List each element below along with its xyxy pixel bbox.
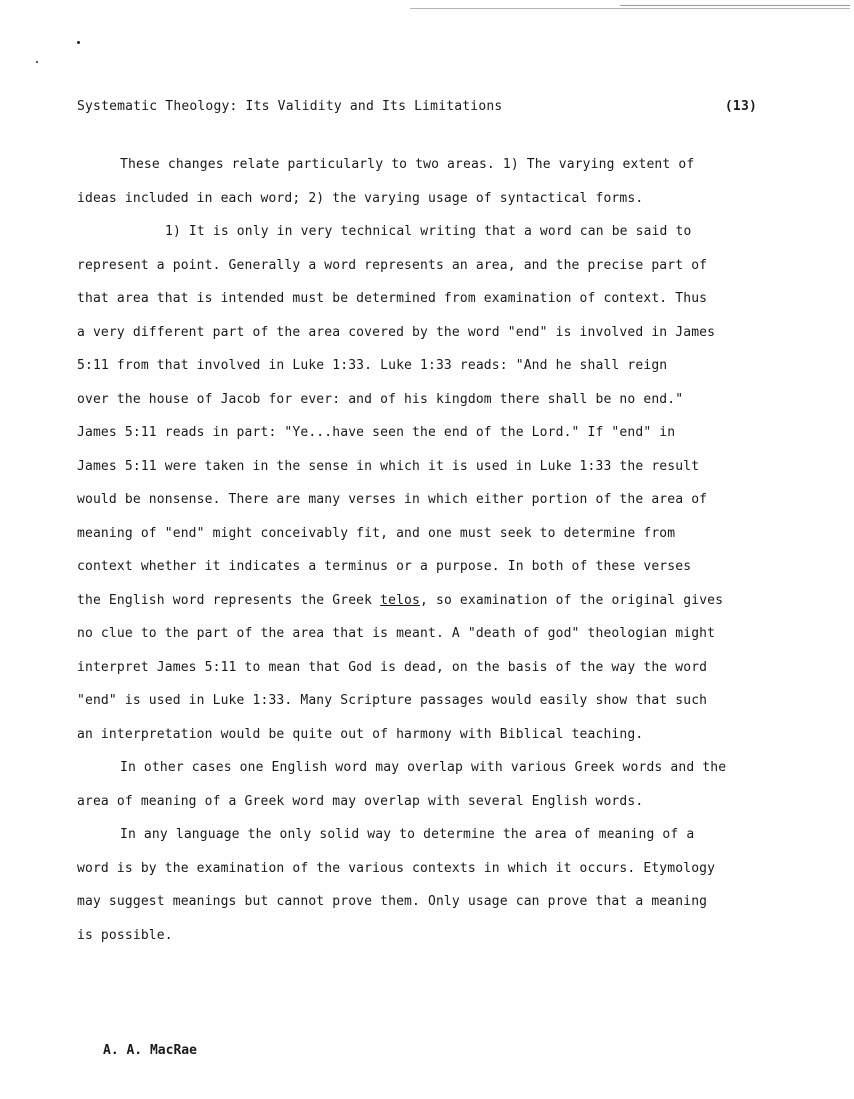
author-signature: A. A. MacRae bbox=[103, 1043, 197, 1058]
text-line: 1) It is only in very technical writing that a word can be said to bbox=[165, 224, 692, 239]
text-line: is possible. bbox=[77, 927, 173, 943]
text-segment: the English word represents the Greek bbox=[77, 592, 381, 608]
scan-speck bbox=[77, 41, 80, 44]
text-segment: , so examination of the original gives bbox=[420, 592, 724, 608]
paragraph-usage bbox=[77, 818, 767, 952]
paragraph-intro bbox=[77, 148, 767, 215]
text-line: over the house of Jacob for ever: and of his kingdom there shall be no end." bbox=[77, 391, 684, 407]
running-head-title: Systematic Theology: Its Validity and Its Limitations bbox=[77, 99, 503, 114]
text-line: "end" is used in Luke 1:33. Many Scripture passages would easily show that such bbox=[77, 693, 708, 708]
text-line: interpret James 5:11 to mean that God is dead, on the basis of the way the word bbox=[77, 659, 708, 675]
text-line: 5:11 from that involved in Luke 1:33. Luke 1:33 reads: "And he shall reign bbox=[77, 358, 668, 373]
running-header bbox=[77, 99, 757, 119]
page-number: (13) bbox=[724, 99, 757, 114]
text-line: no clue to the part of the area that is meant. A "death of god" theologian might bbox=[77, 626, 716, 641]
paragraph-overlap bbox=[77, 751, 767, 818]
text-line: James 5:11 reads in part: "Ye...have seen the end of the Lord." If "end" in bbox=[77, 425, 676, 440]
text-line: area of meaning of a Greek word may overlap with several English words. bbox=[77, 793, 644, 809]
text-line: In other cases one English word may overlap with various Greek words and the bbox=[120, 760, 727, 775]
text-line: represent a point. Generally a word represents an area, and the precise part of bbox=[77, 257, 708, 273]
text-line: that area that is intended must be determined from examination of context. Thus bbox=[77, 291, 708, 306]
text-line: context whether it indicates a terminus or a purpose. In both of these verses bbox=[77, 559, 692, 574]
scan-edge-line bbox=[620, 5, 850, 6]
text-line: These changes relate particularly to two areas. 1) The varying extent of bbox=[120, 157, 695, 172]
body-text bbox=[77, 148, 767, 952]
text-line: meaning of "end" might conceivably fit, and one must seek to determine from bbox=[77, 525, 676, 541]
paragraph-word-area bbox=[77, 215, 767, 751]
text-line: an interpretation would be quite out of harmony with Biblical teaching. bbox=[77, 726, 644, 742]
text-line: In any language the only solid way to determine the area of meaning of a bbox=[120, 827, 695, 842]
text-line-telos bbox=[77, 584, 767, 618]
text-line: word is by the examination of the various contexts in which it occurs. Etymology bbox=[77, 860, 716, 876]
text-line: may suggest meanings but cannot prove them. Only usage can prove that a meaning bbox=[77, 894, 708, 909]
greek-term-telos: telos bbox=[380, 592, 421, 608]
text-line: ideas included in each word; 2) the varying usage of syntactical forms. bbox=[77, 190, 644, 206]
text-line: a very different part of the area covered by the word "end" is involved in James bbox=[77, 324, 716, 340]
text-line: would be nonsense. There are many verses in which either portion of the area of bbox=[77, 492, 708, 507]
scan-edge-line bbox=[410, 8, 850, 9]
text-line: James 5:11 were taken in the sense in which it is used in Luke 1:33 the result bbox=[77, 458, 700, 474]
scan-speck bbox=[36, 61, 38, 63]
